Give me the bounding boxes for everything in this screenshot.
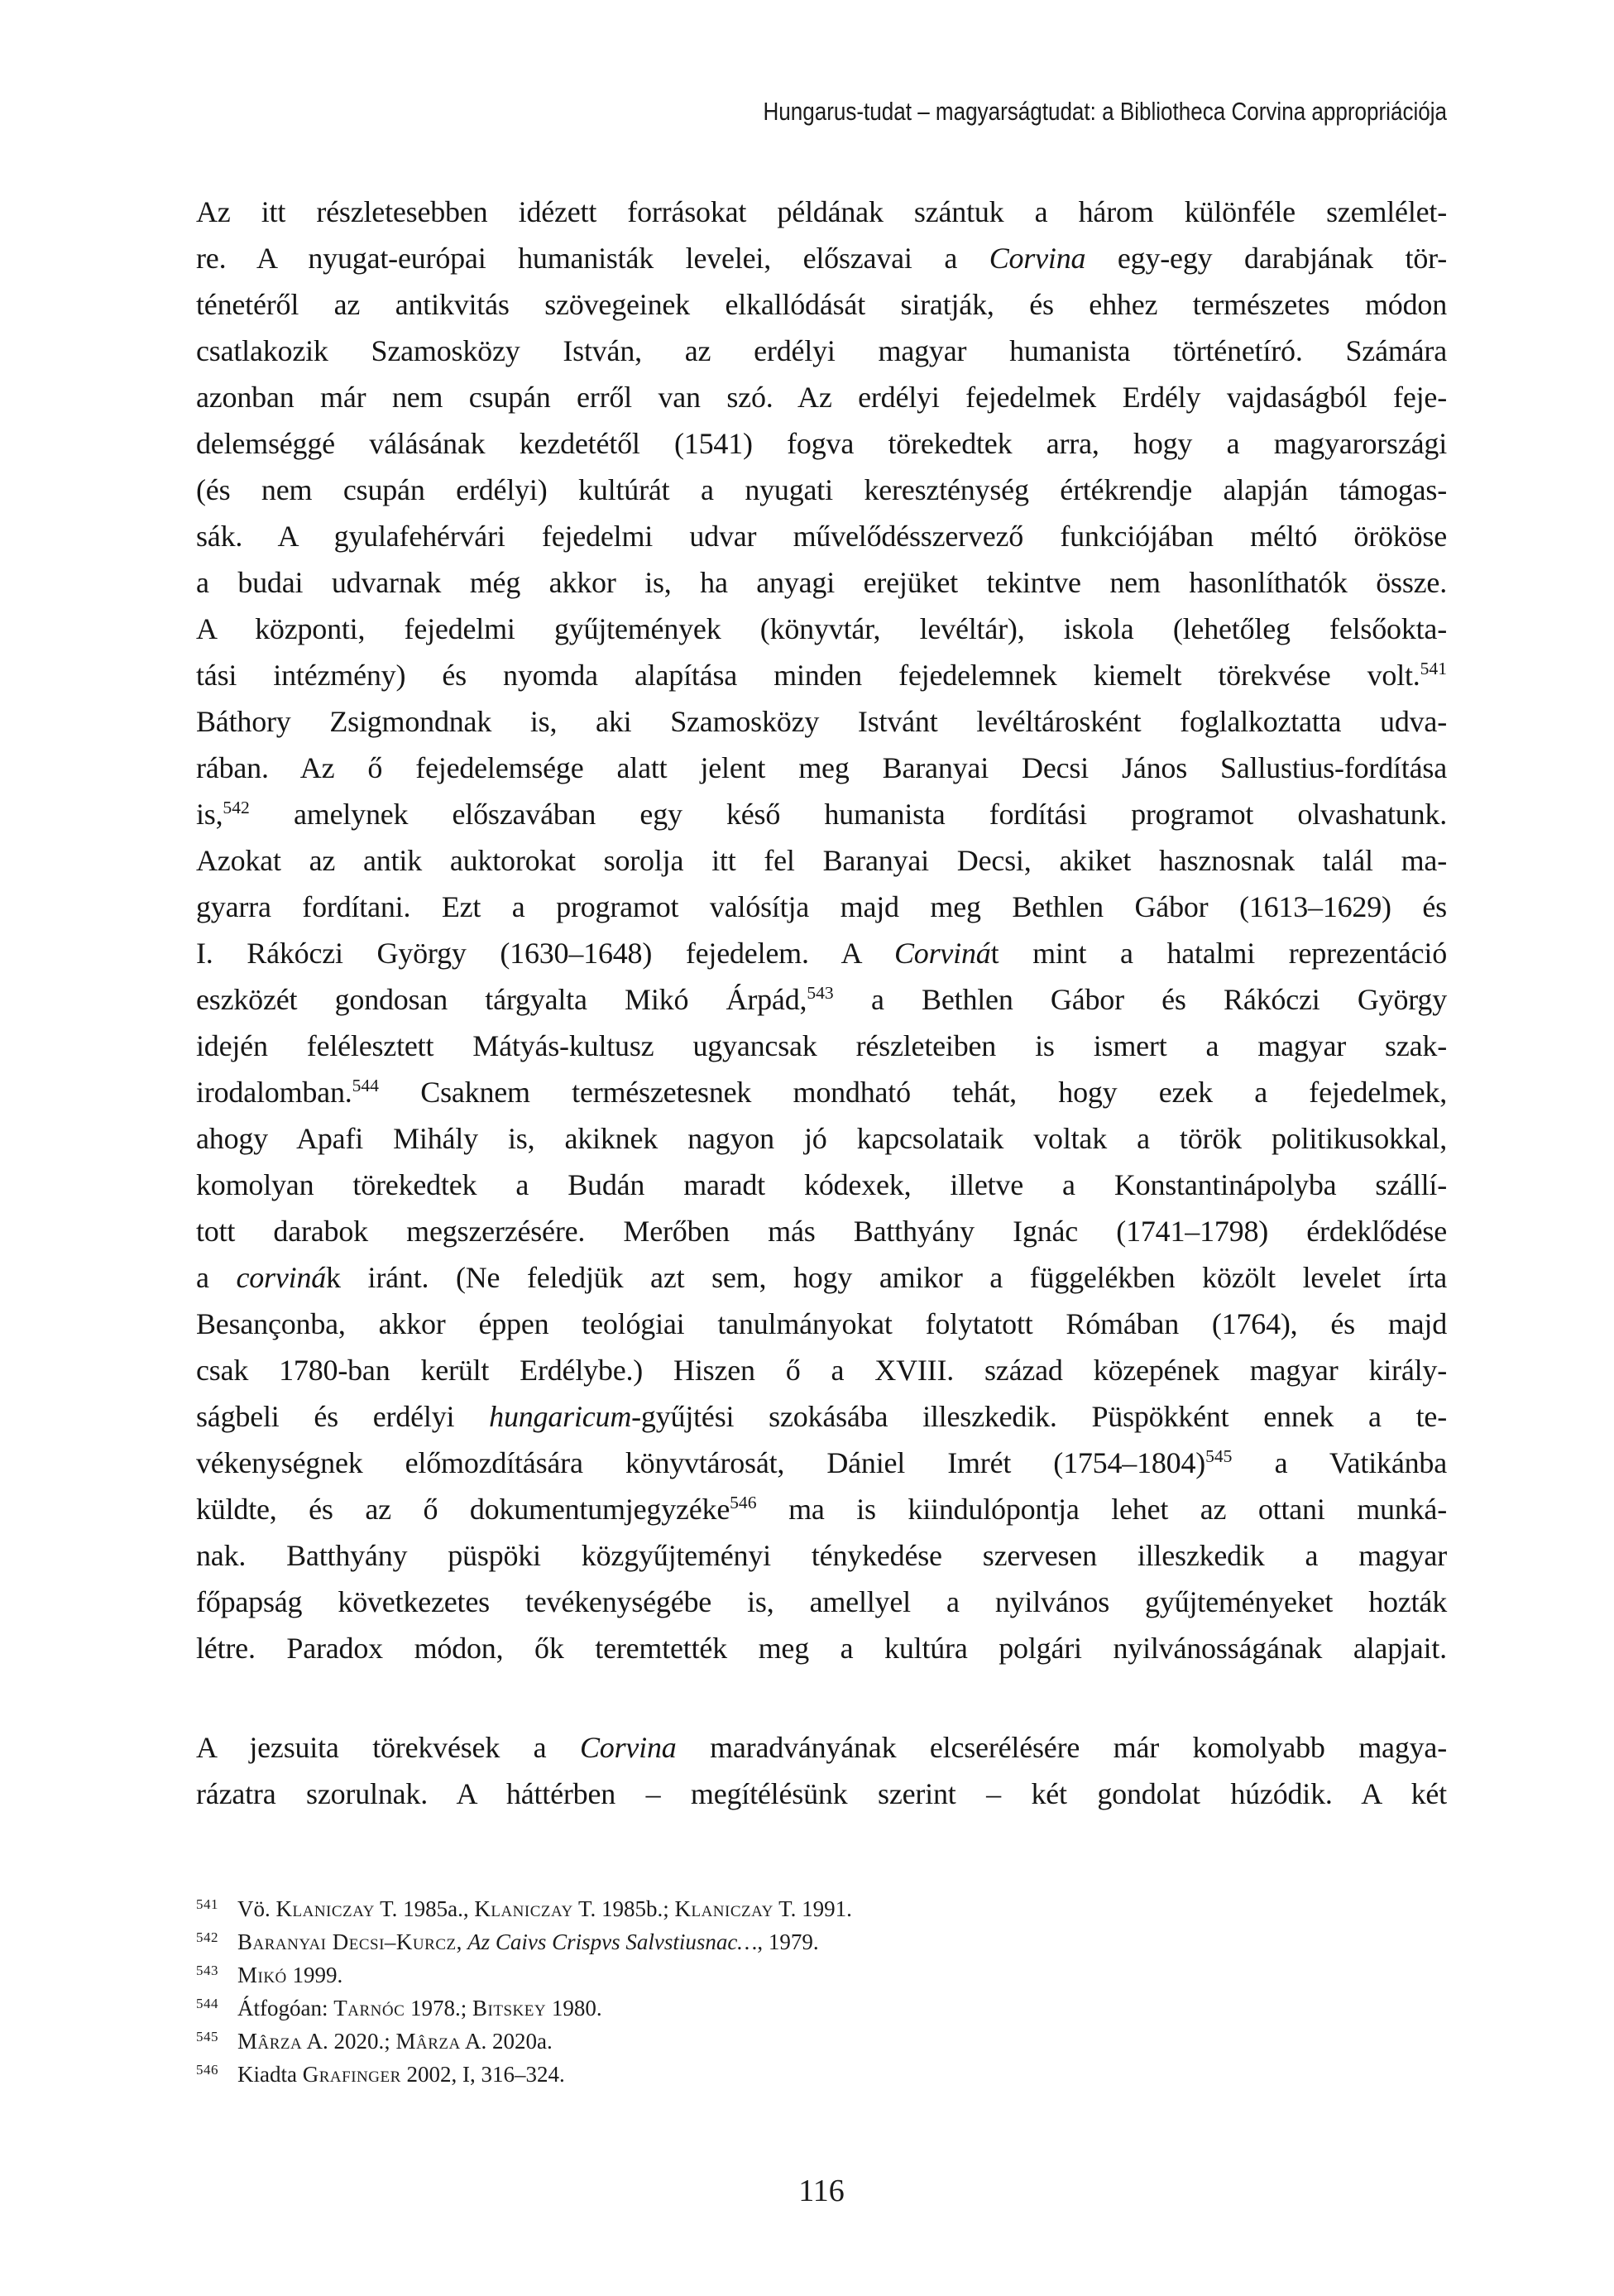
footnote-text: Mikó 1999.: [237, 1963, 343, 1987]
text-line: I. Rákóczi György (1630–1648) fejedelem. A Corvinát mint a hatalmi reprezentáció: [196, 937, 1447, 970]
footnote-number: 543: [196, 1963, 218, 1978]
text-line: Az itt részletesebben idézett forrásokat példának szántuk a három különféle szemlélet-: [196, 195, 1447, 228]
text-line: irodalomban.$^{544}$ Csaknem természetesnek mondható tehát, hogy ezek a fejedelmek,: [196, 1076, 1447, 1109]
footnote-ref: 543: [807, 983, 834, 1004]
text-line: Báthory Zsigmondnak is, aki Szamosközy Istvánt levéltárosként foglalkoztatta udva-: [196, 705, 1447, 738]
footnote-text: Kiadta Grafinger 2002, I, 316–324.: [237, 2062, 565, 2087]
text-line: sák. A gyulafehérvári fejedelmi udvar művelődésszervező funkciójában méltó örököse: [196, 520, 1447, 553]
footnote-text: Átfogóan: Tarnóc 1978.; Bitskey 1980.: [237, 1996, 602, 2020]
footnote-number: 546: [196, 2062, 218, 2078]
footnote-text: Baranyai Decsi–Kurcz, Az Caivs Crispvs Salvstiusnac…, 1979.: [237, 1929, 819, 1954]
text-line: tási intézmény) és nyomda alapítása minden fejedelemnek kiemelt törekvése volt.$^{541}$: [196, 659, 1447, 692]
text-line: küldte, és az ő dokumentumjegyzéke$^{546}$ ma is kiindulópontja lehet az ottani munká-: [196, 1493, 1447, 1526]
text-line: A jezsuita törekvések a Corvina maradványának elcserélésére már komolyabb magya-: [196, 1731, 1447, 1764]
text-line: is,$^{542}$ amelynek előszavában egy késő humanista fordítási programot olvashatunk.: [196, 798, 1447, 831]
footnote-text: Mârza A. 2020.; Mârza A. 2020a.: [237, 2029, 553, 2054]
running-header: Hungarus-tudat – magyarságtudat: a Bibliotheca Corvina appropriációja: [763, 97, 1447, 126]
footnote-ref: 546: [730, 1493, 757, 1513]
text-line: főpapság következetes tevékenységébe is, amellyel a nyilvános gyűjteményeket hozták: [196, 1585, 1447, 1618]
text-line: gyarra fordítani. Ezt a programot valósítja majd meg Bethlen Gábor (1613–1629) és: [196, 890, 1447, 923]
footnote-ref: 542: [223, 798, 250, 818]
text-line: idején felélesztett Mátyás-kultusz ugyancsak részleteiben is ismert a magyar szak-: [196, 1029, 1447, 1062]
text-line: tott darabok megszerzésére. Merőben más Batthyány Ignác (1741–1798) érdeklődése: [196, 1215, 1447, 1248]
text-line: A központi, fejedelmi gyűjtemények (könyvtár, levéltár), iskola (lehetőleg felsőokta-: [196, 612, 1447, 645]
text-line: nak. Batthyány püspöki közgyűjteményi ténykedése szervesen illeszkedik a magyar: [196, 1539, 1447, 1572]
text-line: csatlakozik Szamosközy István, az erdélyi magyar humanista történetíró. Számára: [196, 334, 1447, 367]
footnote: [196, 2020, 1447, 2054]
footnote-text: Vö. Klaniczay T. 1985a., Klaniczay T. 1985b.; Klaniczay T. 1991.: [237, 1896, 852, 1921]
text-line: Azokat az antik auktorokat sorolja itt fel Baranyai Decsi, akiket hasznosnak talál ma-: [196, 844, 1447, 877]
footnote-ref: 541: [1420, 659, 1447, 679]
footnote: [196, 1987, 1447, 2020]
text-line: delemséggé válásának kezdetétől (1541) fogva törekedtek arra, hogy a magyarországi: [196, 427, 1447, 460]
text-line: a budai udvarnak még akkor is, ha anyagi erejüket tekintve nem hasonlíthatók össze.: [196, 566, 1447, 599]
text-line: Besançonba, akkor éppen teológiai tanulmányokat folytatott Rómában (1764), és majd: [196, 1307, 1447, 1340]
footnote-ref: 544: [352, 1076, 379, 1096]
footnote-number: 544: [196, 1996, 218, 2011]
text-line: ságbeli és erdélyi hungaricum-gyűjtési szokásába illeszkedik. Püspökként ennek a te-: [196, 1400, 1447, 1433]
footnote-number: 542: [196, 1929, 218, 1945]
footnote: [196, 1921, 1447, 1954]
footnote-number: 545: [196, 2029, 218, 2044]
text-line: a corvinák iránt. (Ne feledjük azt sem, hogy amikor a függelékben közölt levelet írta: [196, 1261, 1447, 1294]
footnote-number: 541: [196, 1896, 218, 1912]
text-line: létre. Paradox módon, ők teremtették meg a kultúra polgári nyilvánosságának alapjait.: [196, 1632, 1447, 1665]
text-line: komolyan törekedtek a Budán maradt kódexek, illetve a Konstantinápolyba szállí-: [196, 1168, 1447, 1201]
text-line: rázatra szorulnak. A háttérben – megítélésünk szerint – két gondolat húzódik. A két: [196, 1777, 1447, 1810]
footnote: [196, 2054, 1447, 2087]
paragraph: [196, 189, 1447, 1671]
footnote: [196, 1888, 1447, 1921]
text-line: ahogy Apafi Mihály is, akiknek nagyon jó kapcsolataik voltak a török politikusokkal,: [196, 1122, 1447, 1155]
paragraph: [196, 1724, 1447, 1817]
footnotes: [196, 1888, 1447, 2087]
text-line: eszközét gondosan tárgyalta Mikó Árpád,$^{543}$ a Bethlen Gábor és Rákóczi György: [196, 983, 1447, 1016]
footnote: [196, 1954, 1447, 1987]
footnote-ref: 545: [1205, 1446, 1233, 1467]
text-line: vékenységnek előmozdítására könyvtárosát, Dániel Imrét (1754–1804)$^{545}$ a Vatikánba: [196, 1446, 1447, 1479]
text-line: rában. Az ő fejedelemsége alatt jelent meg Baranyai Decsi János Sallustius-fordítása: [196, 751, 1447, 784]
page-number: 116: [798, 2174, 845, 2208]
text-line: re. A nyugat-európai humanisták levelei, előszavai a Corvina egy-egy darabjának tör-: [196, 242, 1447, 275]
text-line: ténetéről az antikvitás szövegeinek elkallódását siratják, és ehhez természetes módon: [196, 288, 1447, 321]
body-text: [196, 189, 1447, 1817]
text-line: csak 1780-ban került Erdélybe.) Hiszen ő a XVIII. század közepének magyar király-: [196, 1354, 1447, 1387]
text-line: azonban már nem csupán erről van szó. Az erdélyi fejedelmek Erdély vajdaságból feje-: [196, 381, 1447, 414]
text-line: (és nem csupán erdélyi) kultúrát a nyugati kereszténység értékrendje alapján támogas-: [196, 473, 1447, 506]
